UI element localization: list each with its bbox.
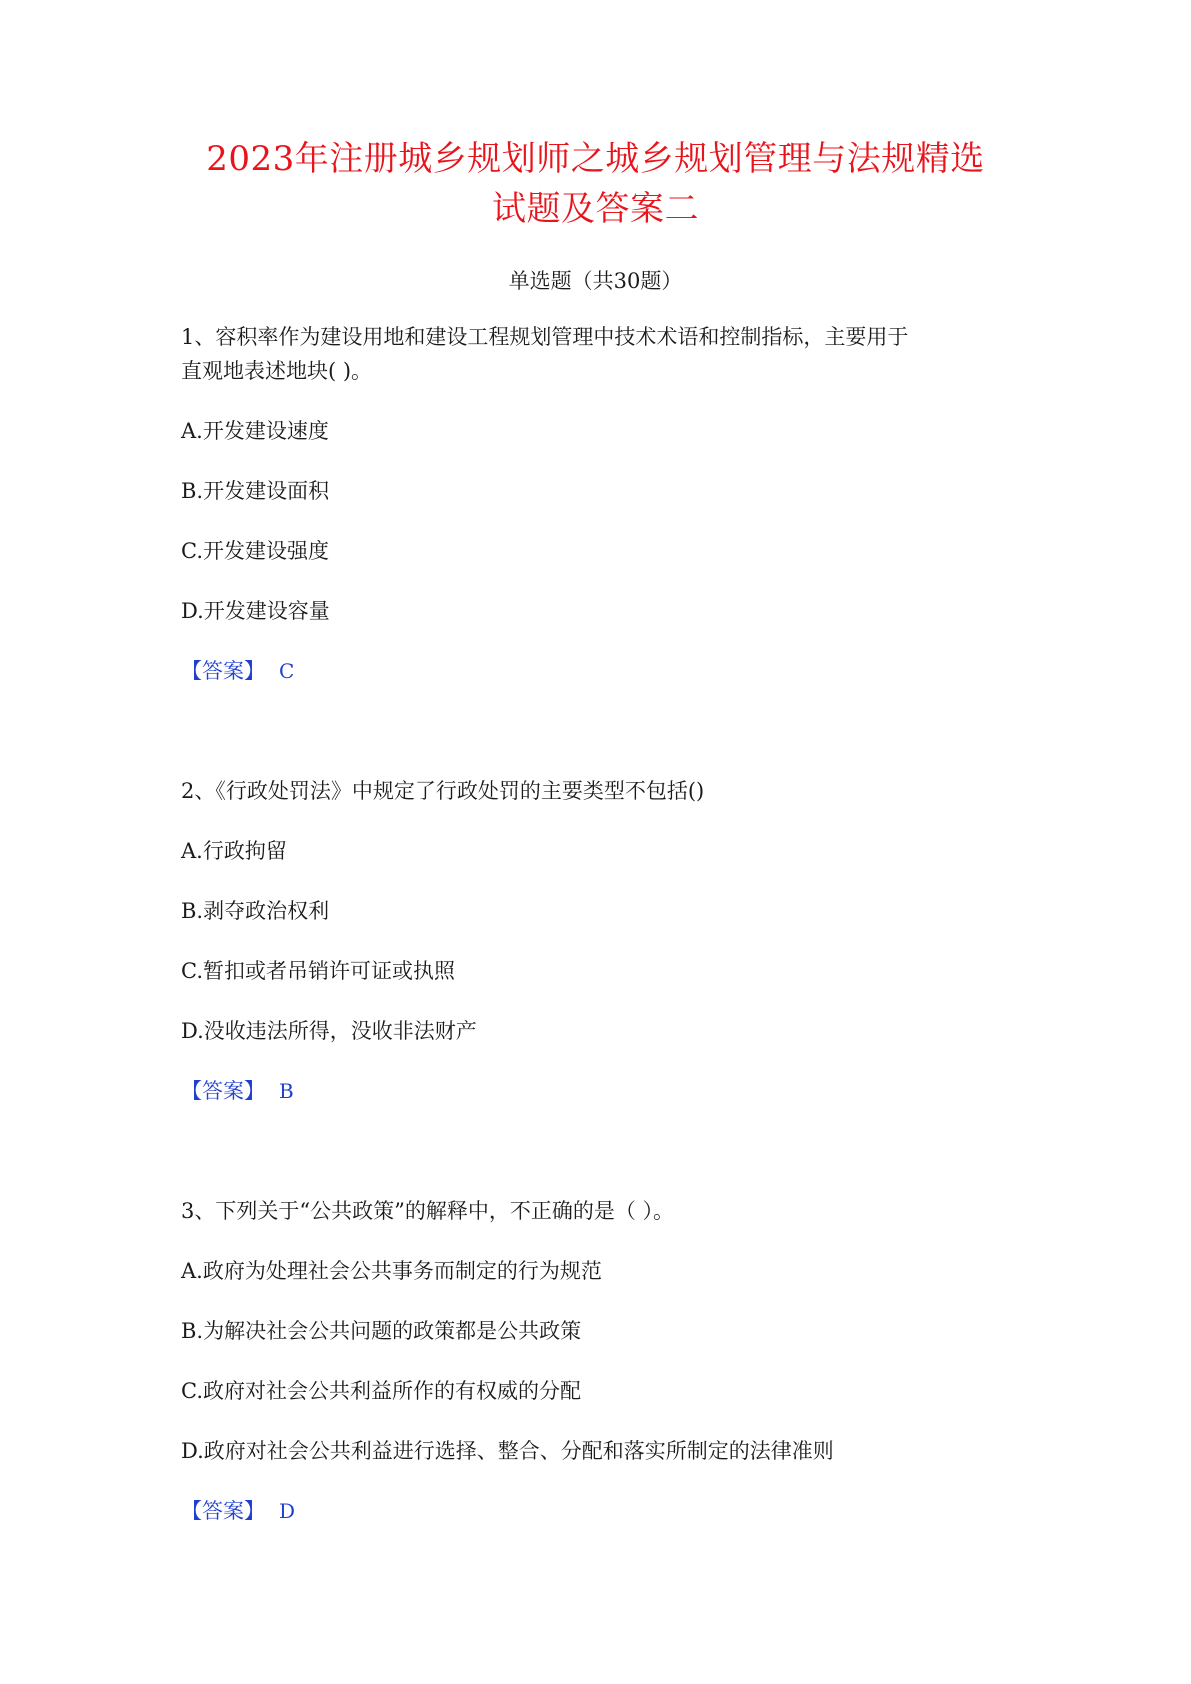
question-2-option-a: A.行政拘留 xyxy=(181,839,287,863)
question-2-option-c: C.暂扣或者吊销许可证或执照 xyxy=(181,959,455,983)
question-1-option-c: C.开发建设强度 xyxy=(181,539,329,563)
answer-value: D xyxy=(279,1499,296,1523)
question-1-option-a: A.开发建设速度 xyxy=(181,419,329,443)
question-1-answer xyxy=(181,656,1031,686)
document-title-line-1: 2023年注册城乡规划师之城乡规划管理与法规精选 xyxy=(206,139,985,179)
question-1-stem-line-1: 1、容积率作为建设用地和建设工程规划管理中技术术语和控制指标，主要用于 xyxy=(181,325,909,349)
question-2-stem-line-1: 2、《行政处罚法》中规定了行政处罚的主要类型不包括() xyxy=(181,779,705,803)
question-1-option-d: D.开发建设容量 xyxy=(181,599,330,623)
answer-label: 【答案】 xyxy=(181,1079,265,1103)
answer-value: C xyxy=(279,659,295,683)
question-2-answer xyxy=(181,1076,1031,1106)
question-1-option-b: B.开发建设面积 xyxy=(181,479,330,503)
question-3-option-a: A.政府为处理社会公共事务而制定的行为规范 xyxy=(181,1259,602,1283)
document-title-line-2: 试题及答案二 xyxy=(492,189,699,229)
question-3-answer xyxy=(181,1496,1031,1526)
section-heading: 单选题（共30题） xyxy=(508,269,683,293)
question-2-option-b: B.剥夺政治权利 xyxy=(181,899,330,923)
answer-value: B xyxy=(279,1079,294,1103)
answer-label: 【答案】 xyxy=(181,659,265,683)
question-3-option-b: B.为解决社会公共问题的政策都是公共政策 xyxy=(181,1319,582,1343)
question-2-option-d: D.没收违法所得，没收非法财产 xyxy=(181,1019,477,1043)
answer-label: 【答案】 xyxy=(181,1499,265,1523)
question-3-stem-line-1: 3、下列关于“公共政策”的解释中，不正确的是（ ）。 xyxy=(181,1199,675,1223)
question-3-option-c: C.政府对社会公共利益所作的有权威的分配 xyxy=(181,1379,581,1403)
question-3-option-d: D.政府对社会公共利益进行选择、整合、分配和落实所制定的法律准则 xyxy=(181,1439,834,1463)
question-1-stem-line-2: 直观地表述地块( )。 xyxy=(181,359,373,383)
